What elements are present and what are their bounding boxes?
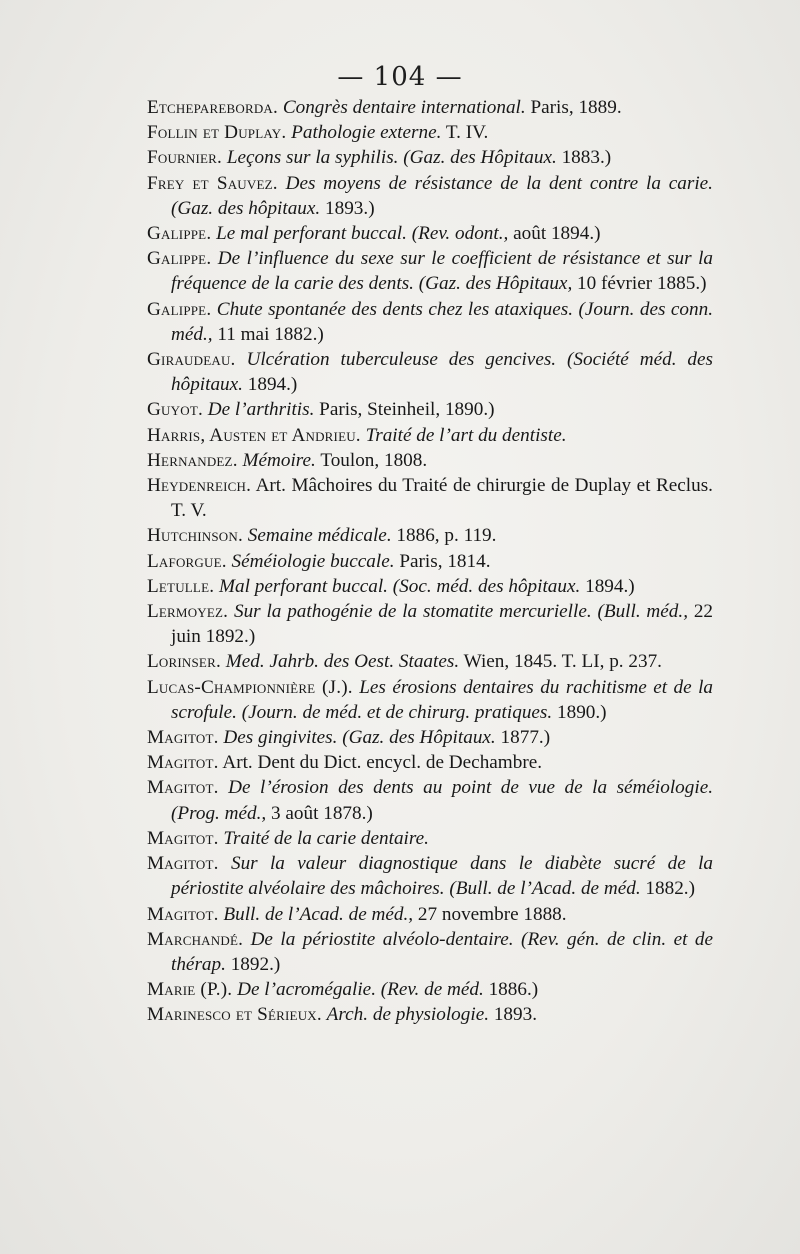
entry-details: 11 mai 1882.) <box>217 323 324 345</box>
entry-title: Semaine médicale. <box>247 525 392 547</box>
entry-title: Traité de la carie dentaire. <box>223 827 429 849</box>
entry-title: Des gingivites. (Gaz. des Hôpitaux. <box>223 727 496 749</box>
entry-details: 1893.) <box>325 197 375 219</box>
bibliography-entry <box>147 523 713 548</box>
entry-author: Fournier. <box>147 147 223 169</box>
entry-title: Leçons sur la syphilis. (Gaz. des Hôpitaux. <box>226 147 557 169</box>
entry-author: Laforgue. <box>147 550 227 572</box>
entry-author: Lucas-Championnière (J.). <box>147 676 353 698</box>
entry-title: Mal perforant buccal. (Soc. méd. des hôpitaux. <box>219 575 581 597</box>
entry-author: Hernandez. <box>147 449 238 471</box>
entry-title: De l’acromégalie. (Rev. de méd. <box>237 979 484 1001</box>
bibliography-entry <box>147 95 713 120</box>
entry-details: 1894.) <box>247 374 298 396</box>
entry-title: Des moyens de résistance de la dent contre la carie. (Gaz. des hôpitaux. <box>171 172 713 219</box>
entry-details: Art. Mâchoires du Traité de chirurgie de Duplay et Reclus. T. V. <box>171 475 713 522</box>
entry-title: Pathologie externe. <box>291 122 442 144</box>
entry-author: Follin et Duplay. <box>147 122 287 144</box>
bibliography-entry <box>147 473 713 523</box>
entry-title: Congrès dentaire international. <box>282 97 526 118</box>
bibliography-entry <box>147 120 713 145</box>
entry-author: Galippe. <box>147 298 212 320</box>
entry-details: 1890.) <box>557 701 607 723</box>
entry-author: Letulle. <box>147 575 215 597</box>
entry-details: Art. Dent du Dict. encycl. de Dechambre. <box>222 752 543 774</box>
bibliography-entry <box>147 775 713 825</box>
entry-title: Chute spontanée des dents chez les ataxiques. (Journ. des conn. méd., <box>171 298 714 345</box>
entry-details: 1886.) <box>488 979 539 1001</box>
entry-details: 10 février 1885.) <box>577 273 707 295</box>
entry-title: Arch. de physiologie. <box>326 1004 490 1026</box>
entry-title: Ulcération tuberculeuse des gencives. (Société méd. des hôpitaux. <box>171 349 713 396</box>
bibliography-entry <box>147 750 713 775</box>
entry-author: Galippe. <box>147 248 212 270</box>
bibliography-entry <box>147 902 713 927</box>
bibliography-entry <box>147 423 713 448</box>
bibliography-entry <box>147 397 713 422</box>
entry-title: De l’influence du sexe sur le coefficient de résistance et sur la fréquence de la carie des dents. (Gaz. des Hôpitaux, <box>171 248 713 295</box>
entry-author: Lorinser. <box>147 651 221 673</box>
entry-title: Sur la pathogénie de la stomatite mercurielle. (Bull. méd., <box>233 601 688 623</box>
entry-details: Toulon, 1808. <box>320 449 428 471</box>
bibliography-entry <box>147 448 713 473</box>
entry-author: Guyot. <box>147 399 203 421</box>
bibliography-entry <box>147 599 713 649</box>
entry-author: Magitot. <box>147 727 219 749</box>
entry-author: Marchandé. <box>147 928 244 950</box>
entry-author: Lermoyez. <box>147 601 229 623</box>
entry-title: Les érosions dentaires du rachitisme et de la scrofule. (Journ. de méd. et de chirurg. pratiques. <box>171 676 713 723</box>
bibliography-entry <box>147 826 713 851</box>
page-number: — 104 — <box>337 62 463 92</box>
bibliography-entry <box>147 171 713 221</box>
entry-details: août 1894.) <box>513 223 601 245</box>
entry-details: 1883.) <box>561 147 612 169</box>
entry-author: Harris, Austen et Andrieu. <box>147 424 361 446</box>
entry-details: 22 juin 1892.) <box>171 601 714 648</box>
entry-details: T. IV. <box>445 122 489 144</box>
entry-title: De l’érosion des dents au point de vue de la séméiologie. (Prog. méd., <box>171 777 714 824</box>
entry-title: Med. Jahrb. des Oest. Staates. <box>225 651 460 673</box>
entry-details: 1892.) <box>230 953 281 975</box>
entry-author: Marie (P.). <box>147 979 233 1001</box>
bibliography-entry <box>147 246 713 296</box>
entry-title: Le mal perforant buccal. (Rev. odont., <box>216 223 509 245</box>
bibliography-list <box>147 95 713 1028</box>
bibliography-entry <box>147 347 713 397</box>
bibliography-entry <box>147 927 713 977</box>
entry-title: Traité de l’art du dentiste. <box>365 424 567 446</box>
bibliography-entry <box>147 145 713 170</box>
bibliography-entry <box>147 549 713 574</box>
entry-details: Paris, Steinheil, 1890.) <box>319 399 495 421</box>
entry-details: 1886, p. 119. <box>396 525 497 547</box>
entry-author: Galippe. <box>147 223 212 245</box>
entry-title: Sur la valeur diagnostique dans le diabète sucré de la périostite alvéolaire des mâchoires. (Bull. de l’Acad. de méd. <box>171 853 714 900</box>
entry-author: Etchepareborda. <box>147 97 279 118</box>
entry-title: De la périostite alvéolo-dentaire. (Rev. gén. de clin. et de thérap. <box>171 928 714 975</box>
bibliography-entry <box>147 221 713 246</box>
entry-author: Hutchinson. <box>147 525 243 547</box>
entry-details: 1894.) <box>585 575 635 597</box>
entry-author: Magitot. <box>147 777 219 799</box>
entry-author: Giraudeau. <box>147 349 236 371</box>
entry-author: Magitot. <box>147 752 219 774</box>
entry-author: Magitot. <box>147 853 219 875</box>
entry-author: Magitot. <box>147 903 219 925</box>
entry-details: 1877.) <box>500 727 551 749</box>
entry-author: Frey et Sauvez. <box>147 172 278 194</box>
bibliography-entry <box>147 851 713 901</box>
entry-details: 1893. <box>493 1004 537 1026</box>
bibliography-entry <box>147 675 713 725</box>
bibliography-entry <box>147 574 713 599</box>
bibliography-entry <box>147 1002 713 1027</box>
entry-author: Heydenreich. <box>147 475 252 497</box>
entry-details: 1882.) <box>645 878 695 900</box>
entry-author: Marinesco et Sérieux. <box>147 1004 322 1026</box>
bibliography-entry <box>147 725 713 750</box>
entry-author: Magitot. <box>147 827 219 849</box>
entry-title: Mémoire. <box>242 449 316 471</box>
entry-details: 3 août 1878.) <box>271 802 373 824</box>
entry-title: Séméiologie buccale. <box>231 550 395 572</box>
bibliography-entry <box>147 297 713 347</box>
entry-details: 27 novembre 1888. <box>417 903 567 925</box>
entry-details: Wien, 1845. T. LI, p. 237. <box>463 651 662 673</box>
entry-title: Bull. de l’Acad. de méd., <box>223 903 414 925</box>
bibliography-entry <box>147 649 713 674</box>
entry-details: Paris, 1814. <box>399 550 491 572</box>
bibliography-entry <box>147 977 713 1002</box>
entry-title: De l’arthritis. <box>207 399 315 421</box>
entry-details: Paris, 1889. <box>530 97 622 118</box>
